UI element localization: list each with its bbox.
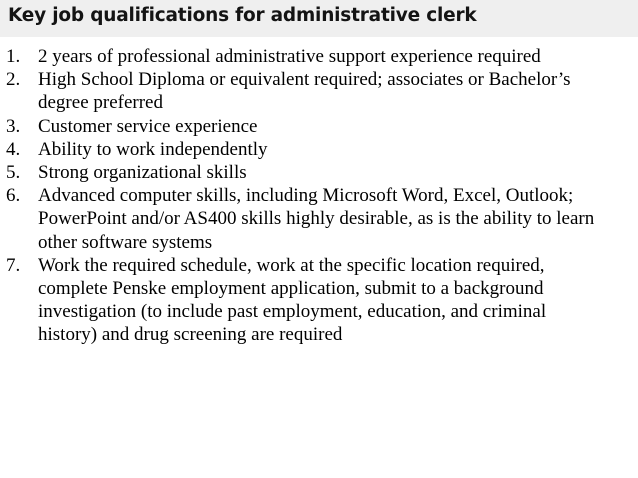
list-item (6, 45, 624, 68)
qualifications-list (6, 45, 624, 347)
list-item-line: Strong organizational skills (38, 162, 247, 184)
list-item (6, 254, 624, 347)
list-item-text (38, 115, 624, 138)
list-item-line: Work the required schedule, work at the specific location required, (38, 254, 545, 276)
list-item-line: Customer service experience (38, 115, 258, 137)
list-item-number: 4. (6, 138, 21, 160)
list-item (6, 184, 624, 254)
list-item-line: other software systems (38, 231, 213, 253)
list-item-text (38, 68, 624, 114)
page-title: Key job qualifications for administrative clerk (8, 5, 477, 26)
list-item-number: 5. (6, 162, 21, 184)
list-item-text (38, 161, 624, 184)
list-item-line: Ability to work independently (38, 138, 268, 160)
list-item-text (38, 254, 624, 347)
list-item-line: Advanced computer skills, including Microsoft Word, Excel, Outlook; (38, 185, 574, 207)
list-item-line: High School Diploma or equivalent required; associates or Bachelor’s (38, 69, 571, 91)
list-item-number: 7. (6, 254, 21, 276)
list-item-number: 1. (6, 46, 21, 67)
list-item-line: degree preferred (38, 92, 163, 114)
list-item (6, 138, 624, 161)
list-item-line: complete Penske employment application, submit to a background (38, 278, 544, 300)
title-bar (0, 0, 638, 37)
list-item-line: PowerPoint and/or AS400 skills highly desirable, as is the ability to learn (38, 208, 595, 230)
list-item-text (38, 138, 624, 161)
list-item-text (38, 45, 624, 68)
list-item-number: 6. (6, 185, 21, 207)
list-item-line: history) and drug screening are required (38, 324, 343, 346)
list-item-number: 2. (6, 69, 21, 91)
list-item-line: investigation (to include past employment, education, and criminal (38, 301, 547, 323)
list-item-number: 3. (6, 115, 21, 137)
list-item (6, 68, 624, 114)
list-item-text (38, 184, 624, 254)
list-item (6, 115, 624, 138)
list-item-line: 2 years of professional administrative support experience required (38, 46, 541, 67)
list-item (6, 161, 624, 184)
